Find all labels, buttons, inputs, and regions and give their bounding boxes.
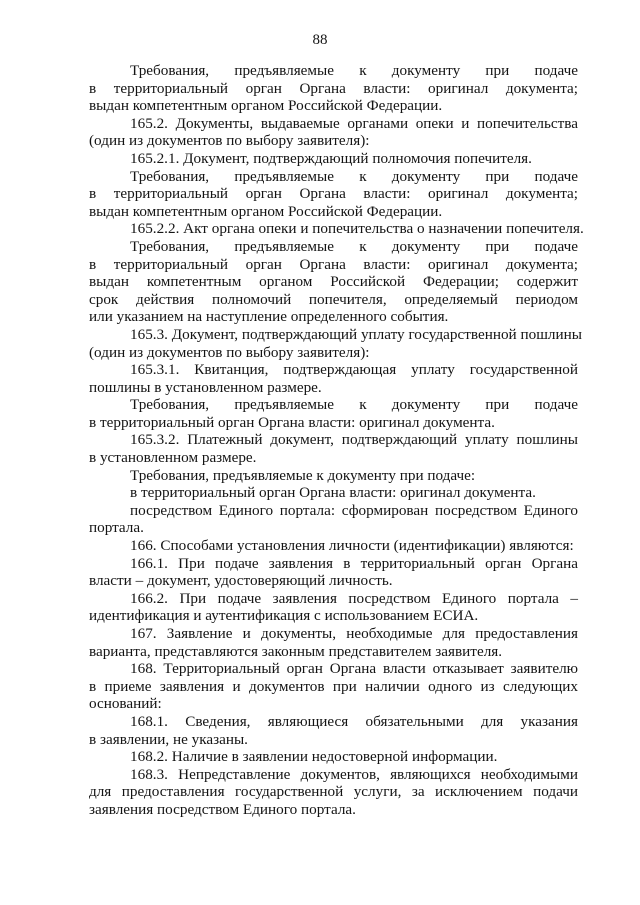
paragraph-line: оснований: [89,695,162,713]
paragraph [89,625,578,660]
page-number: 88 [312,32,328,48]
paragraph-line: 165.2.1. Документ, подтверждающий полномочия попечителя. [130,149,532,167]
paragraph-line: для предоставления государственной услуги, за исключением подачи [89,783,578,801]
paragraph [89,748,578,766]
paragraph-line: в территориальный орган Органа власти: оригинал документа. [89,413,495,431]
paragraph-line: Требования, предъявляемые к документу при подаче: [130,466,476,484]
paragraph-line: (один из документов по выбору заявителя): [89,132,370,150]
paragraph [89,168,578,221]
document-body [89,62,584,819]
paragraph-line: идентификация и аутентификация с использованием ЕСИА. [89,607,479,625]
paragraph-line: выдан компетентным органом Российской Федерации. [89,97,443,115]
paragraph-line: Требования, предъявляемые к документу при подаче [130,237,578,255]
paragraph-line: 165.3.2. Платежный документ, подтверждающий уплату пошлины [130,431,578,449]
paragraph [89,62,578,115]
paragraph-line: Требования, предъявляемые к документу при подаче [130,396,578,414]
paragraph-line: в приеме заявления и документов при наличии одного из следующих [89,677,578,695]
paragraph-line: 166.1. При подаче заявления в территориальный орган Органа [130,554,578,572]
paragraph-line: (один из документов по выбору заявителя): [89,343,370,361]
paragraph-line: 168. Территориальный орган Органа власти отказывает заявителю [130,660,578,678]
paragraph-line: заявления посредством Единого портала. [89,800,356,818]
paragraph-line: 168.1. Сведения, являющиеся обязательными для указания [130,712,578,730]
paragraph-line: 167. Заявление и документы, необходимые для предоставления [130,625,578,642]
paragraph-line: в заявлении, не указаны. [89,730,248,748]
paragraph-line: выдан компетентным органом Российской Федерации. [89,202,443,220]
paragraph [89,238,578,326]
paragraph-line: посредством Единого портала: сформирован посредством Единого [130,501,578,519]
paragraph-line: варианта, представляются законным представителем заявителя. [89,642,503,660]
paragraph [89,325,582,361]
paragraph-line: в территориальный орган Органа власти: оригинал документа; [89,79,578,97]
paragraph [89,590,578,625]
paragraph [89,220,584,238]
paragraph-line: 166.2. При подаче заявления посредством Единого портала – [130,589,578,607]
paragraph-line: портала. [89,519,144,537]
paragraph [89,361,578,396]
paragraph-line: 166. Способами установления личности (идентификации) являются: [130,537,574,555]
paragraph [89,150,578,168]
paragraph-line: 165.3. Документ, подтверждающий уплату государственной пошлины [130,325,582,343]
paragraph [89,555,578,590]
paragraph [89,766,578,819]
paragraph [89,660,578,713]
paragraph-line: срок действия полномочий попечителя, определяемый периодом [89,290,578,308]
paragraph-line: власти – документ, удостоверяющий личность. [89,572,393,590]
paragraph [89,537,578,555]
paragraph-line: 165.2.2. Акт органа опеки и попечительства о назначении попечителя. [130,220,584,238]
paragraph-line: Требования, предъявляемые к документу при подаче [130,167,578,185]
paragraph-line: в территориальный орган Органа власти: оригинал документа; [89,185,578,203]
paragraph [89,467,578,485]
paragraph-line: в установленном размере. [89,449,257,467]
paragraph-line: пошлины в установленном размере. [89,378,322,396]
paragraph [89,502,578,537]
paragraph [89,713,578,748]
paragraph-line: в территориальный орган Органа власти: оригинал документа; [89,255,578,273]
paragraph [89,431,578,466]
paragraph-line: 165.2. Документы, выдаваемые органами опеки и попечительства [130,114,578,132]
paragraph [89,396,578,431]
paragraph-line: в территориальный орган Органа власти: оригинал документа. [130,484,536,502]
paragraph-line: 168.2. Наличие в заявлении недостоверной информации. [130,748,498,766]
paragraph-line: или указанием на наступление определенного события. [89,308,449,326]
paragraph-line: Требования, предъявляемые к документу при подаче [130,62,578,79]
paragraph-line: 168.3. Непредставление документов, являющихся необходимыми [130,765,578,783]
paragraph-line: выдан компетентным органом Российской Федерации; содержит [89,273,578,291]
paragraph [89,484,578,502]
paragraph-line: 165.3.1. Квитанция, подтверждающая уплату государственной [130,361,578,379]
paragraph [89,115,578,150]
